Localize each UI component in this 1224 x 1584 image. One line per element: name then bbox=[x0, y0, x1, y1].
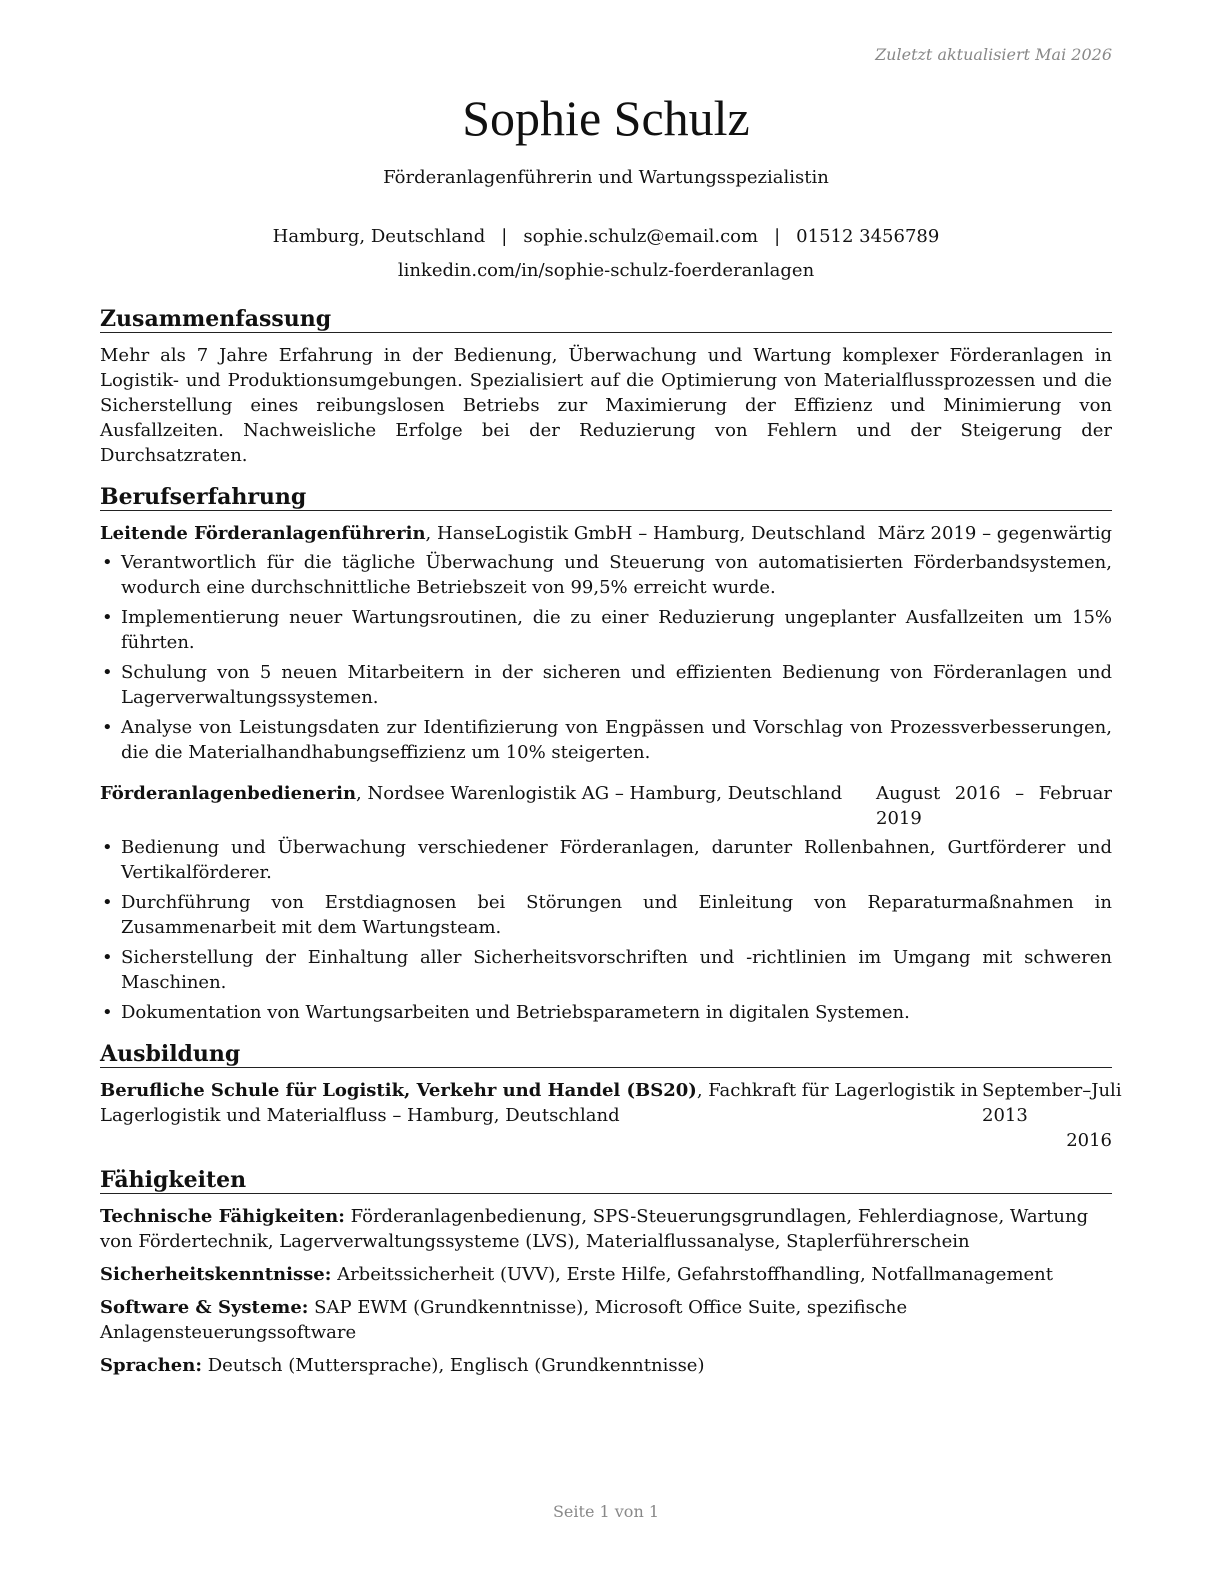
skill-line bbox=[100, 1353, 1112, 1378]
contact-line bbox=[100, 220, 1112, 254]
email-link[interactable]: sophie.schulz@email.com bbox=[523, 226, 759, 247]
skill-label: Technische Fähigkeiten: bbox=[100, 1206, 345, 1227]
education-entry bbox=[100, 1078, 1122, 1153]
separator: | bbox=[501, 226, 508, 247]
job-company: , HanseLogistik GmbH – Hamburg, Deutschland bbox=[425, 523, 866, 544]
job-title-line bbox=[100, 521, 872, 546]
list-item: • Dokumentation von Wartungsarbeiten und Betriebsparametern in digitalen Systemen. bbox=[100, 1000, 1112, 1025]
job-role: Leitende Förderanlagenführerin bbox=[100, 523, 426, 544]
skill-label: Sprachen: bbox=[100, 1355, 202, 1376]
job-header bbox=[100, 781, 1112, 831]
job-date bbox=[876, 781, 1112, 831]
job-header bbox=[100, 521, 1112, 546]
section-title-experience: Berufserfahrung bbox=[100, 484, 1112, 511]
list-item: • Sicherstellung der Einhaltung aller Sicherheitsvorschriften und -richtlinien im Umgang mit schweren Maschinen. bbox=[100, 945, 1112, 995]
linkedin-link[interactable]: linkedin.com/in/sophie-schulz-foerderanlagen bbox=[397, 260, 815, 281]
phone: 01512 3456789 bbox=[796, 226, 940, 247]
skill-value: Förderanlagenbedienung, SPS-Steuerungsgrundlagen, Fehlerdiagnose, Wartung von Fördertechnik, Lagerverwaltungssysteme (LVS), Materialflussanalyse, Staplerführerschein bbox=[100, 1206, 1089, 1252]
skill-line bbox=[100, 1204, 1112, 1254]
skill-value: Arbeitssicherheit (UVV), Erste Hilfe, Gefahrstoffhandling, Notfallmanagement bbox=[331, 1264, 1053, 1285]
list-item: • Bedienung und Überwachung verschiedener Förderanlagen, darunter Rollenbahnen, Gurtförderer und Vertikalförderer. bbox=[100, 835, 1112, 885]
skill-line bbox=[100, 1295, 1112, 1345]
job-title-line bbox=[100, 781, 876, 806]
job-date-line: 2019 bbox=[876, 808, 922, 829]
list-item: • Analyse von Leistungsdaten zur Identifizierung von Engpässen und Vorschlag von Prozessverbesserungen, die die Materialhandhabungseffizienz um 10% steigerten. bbox=[100, 715, 1112, 765]
education-date bbox=[982, 1078, 1122, 1153]
job-bullets bbox=[100, 835, 1112, 1025]
education-date-dash: – bbox=[1082, 1080, 1092, 1101]
separator: | bbox=[774, 226, 781, 247]
skill-value: Deutsch (Muttersprache), Englisch (Grundkenntnisse) bbox=[201, 1355, 705, 1376]
job-date: März 2019 – gegenwärtig bbox=[877, 523, 1112, 544]
location: Hamburg, Deutschland bbox=[272, 226, 486, 247]
resume-page bbox=[100, 0, 1122, 1584]
job-subtitle: Förderanlagenführerin und Wartungsspezialistin bbox=[383, 167, 829, 188]
education-date-end: Juli bbox=[1091, 1080, 1122, 1101]
candidate-name: Sophie Schulz bbox=[462, 90, 750, 146]
skill-line bbox=[100, 1262, 1112, 1287]
section-title-skills: Fähigkeiten bbox=[100, 1167, 1112, 1194]
list-item: • Verantwortlich für die tägliche Überwachung und Steuerung von automatisierten Förderbandsystemen, wodurch eine durchschnittliche Betriebszeit von 99,5% erreicht wurde. bbox=[100, 550, 1112, 600]
job-role: Förderanlagenbedienerin bbox=[100, 783, 357, 804]
list-item: • Durchführung von Erstdiagnosen bei Störungen und Einleitung von Reparaturmaßnahmen in Zusammenarbeit mit dem Wartungsteam. bbox=[100, 890, 1112, 940]
summary-text: Mehr als 7 Jahre Erfahrung in der Bedienung, Überwachung und Wartung komplexer Förderanlagen in Logistik- und Produktionsumgebungen. Spezialisiert auf die Optimierung von Materialflussprozessen und die Sicherstellung eines reibungslosen Betriebs zur Maximierung der Effizienz und Minimierung von Ausfallzeiten. Nachweisliche Erfolge bei der Reduzierung von Fehlern und der Steigerung der Durchsatzraten. bbox=[100, 345, 1112, 466]
skill-label: Software & Systeme: bbox=[100, 1297, 309, 1318]
section-title-summary: Zusammenfassung bbox=[100, 306, 1112, 333]
job-entry bbox=[100, 521, 1112, 765]
education-detail: , Fachkraft für Lagerlogistik in Lagerlogistik und Materialfluss – Hamburg, Deutschland bbox=[100, 1080, 978, 1126]
last-updated: Zuletzt aktualisiert Mai 2026 bbox=[875, 45, 1112, 64]
job-bullets bbox=[100, 550, 1112, 765]
education-text bbox=[100, 1078, 982, 1153]
job-date-line: August 2016 – Februar bbox=[876, 783, 1112, 804]
list-item: • Schulung von 5 neuen Mitarbeitern in der sicheren und effizienten Bedienung von Förderanlagen und Lagerverwaltungssystemen. bbox=[100, 660, 1112, 710]
job-company: , Nordsee Warenlogistik AG – Hamburg, Deutschland bbox=[356, 783, 843, 804]
skill-label: Sicherheitskenntnisse: bbox=[100, 1264, 332, 1285]
education-date-start: September 2013 bbox=[982, 1080, 1083, 1126]
contact-block bbox=[100, 220, 1112, 288]
resume-content bbox=[100, 306, 1122, 1386]
education-date-year: 2016 bbox=[1066, 1130, 1112, 1151]
section-title-education: Ausbildung bbox=[100, 1041, 1112, 1068]
skill-value: SAP EWM (Grundkenntnisse), Microsoft Office Suite, spezifische Anlagensteuerungssoftware bbox=[100, 1297, 908, 1343]
page-number: Seite 1 von 1 bbox=[552, 1502, 660, 1521]
job-entry bbox=[100, 781, 1112, 1025]
school-name: Berufliche Schule für Logistik, Verkehr und Handel (BS20) bbox=[100, 1080, 697, 1101]
list-item: • Implementierung neuer Wartungsroutinen, die zu einer Reduzierung ungeplanter Ausfallzeiten um 15% führten. bbox=[100, 605, 1112, 655]
